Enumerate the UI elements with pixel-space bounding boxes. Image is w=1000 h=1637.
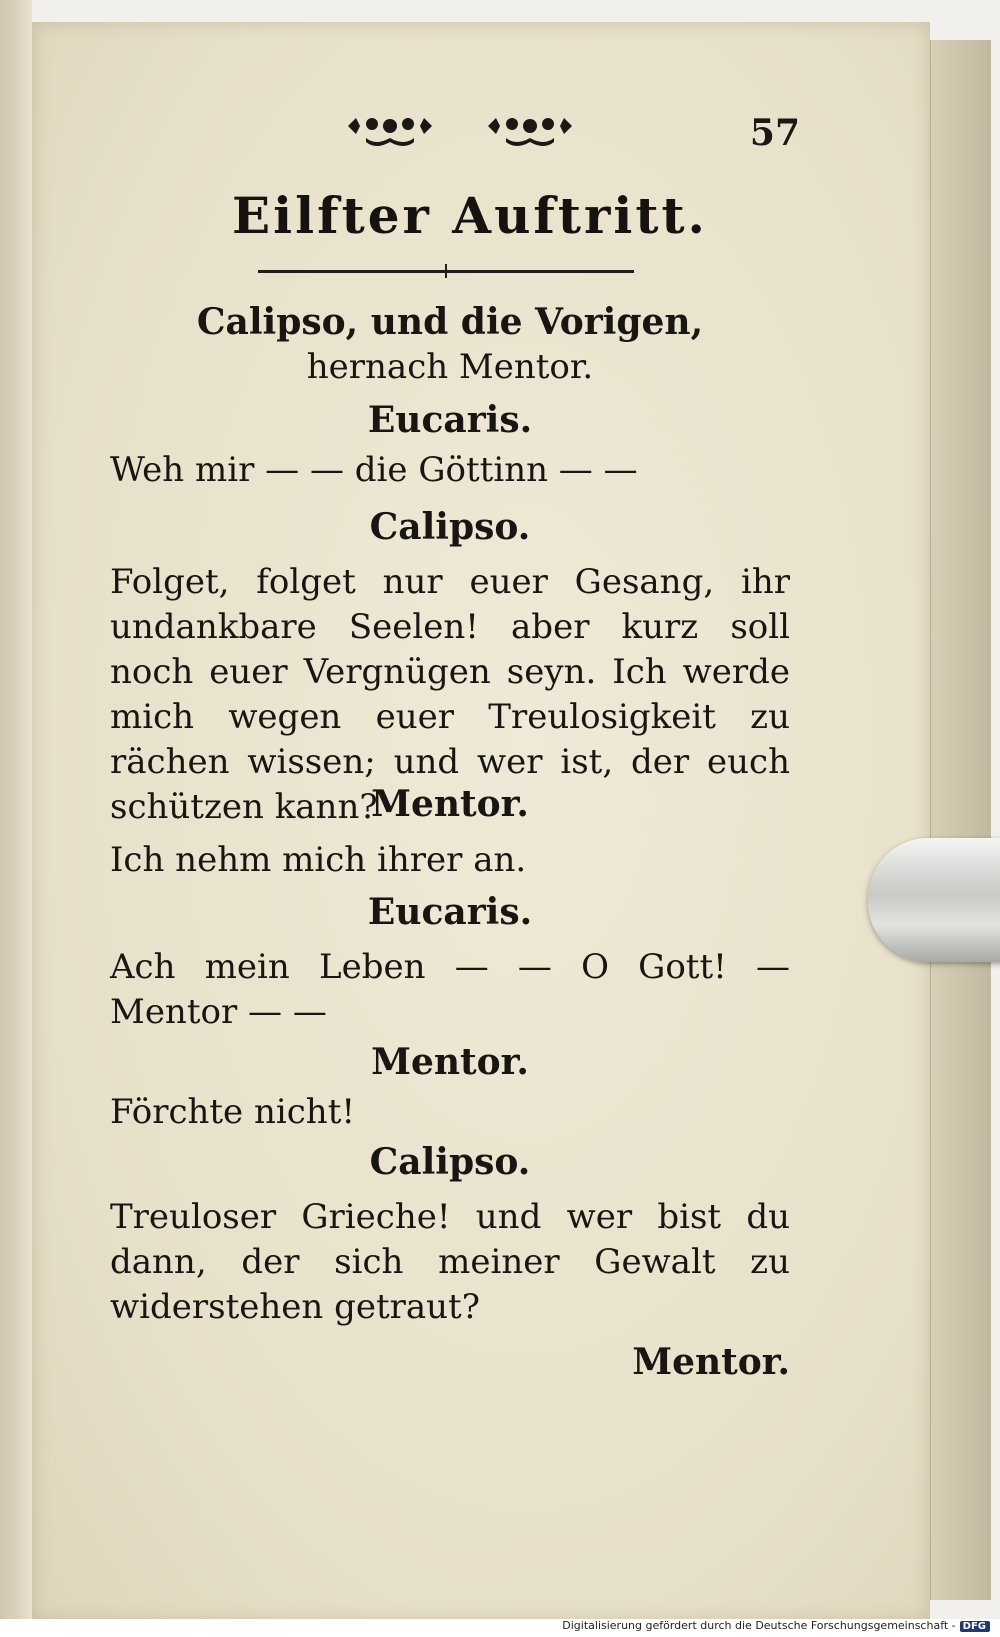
dialogue-paragraph: Treuloser Grieche! und wer bist du dann, der sich meiner Gewalt zu widerstehen getraut? [110, 1197, 790, 1327]
dialogue-line: Förchte nicht! [110, 1092, 356, 1132]
page-number: 57 [749, 112, 800, 154]
digitization-footer [0, 1619, 1000, 1637]
speaker-name: Calipso. [369, 1141, 531, 1183]
dialogue-paragraph: Folget, folget nur euer Gesang, ihr undankbare Seelen! aber kurz soll noch euer Vergnügen seyn. Ich werde mich wegen euer Treulosigkeit zu rächen wissen; und wer ist, der euch schützen kann? [110, 562, 790, 827]
dfg-logo: DFG [960, 1621, 990, 1632]
ornament-icon [342, 108, 438, 154]
dialogue-paragraph: Ach mein Leben — — O Gott! — Mentor — — [110, 947, 790, 1032]
speaker-name: Mentor. [371, 783, 529, 825]
page-clip [868, 838, 1000, 962]
speaker-name-catchword: Mentor. [632, 1341, 790, 1383]
dialogue-line: Weh mir — — die Göttinn — — [110, 450, 638, 490]
speaker-name: Mentor. [371, 1041, 529, 1083]
scene-title: Eilfter Auftritt. [232, 186, 708, 245]
speaker-name: Calipso. [369, 506, 531, 548]
title-rule [258, 270, 634, 273]
speaker-name: Eucaris. [367, 399, 533, 441]
dialogue-line: Ich nehm mich ihrer an. [110, 840, 527, 880]
scene-heading-2: hernach Mentor. [306, 347, 594, 387]
scene-heading: Calipso, und die Vorigen, [196, 301, 704, 343]
speaker-name: Eucaris. [367, 891, 533, 933]
footer-credit: Digitalisierung gefördert durch die Deutsche Forschungsgemeinschaft - [562, 1619, 956, 1632]
book-page-stack [930, 40, 991, 1600]
header-ornaments [340, 108, 580, 154]
book-spine-edge [0, 0, 32, 1637]
ornament-icon [482, 108, 578, 154]
